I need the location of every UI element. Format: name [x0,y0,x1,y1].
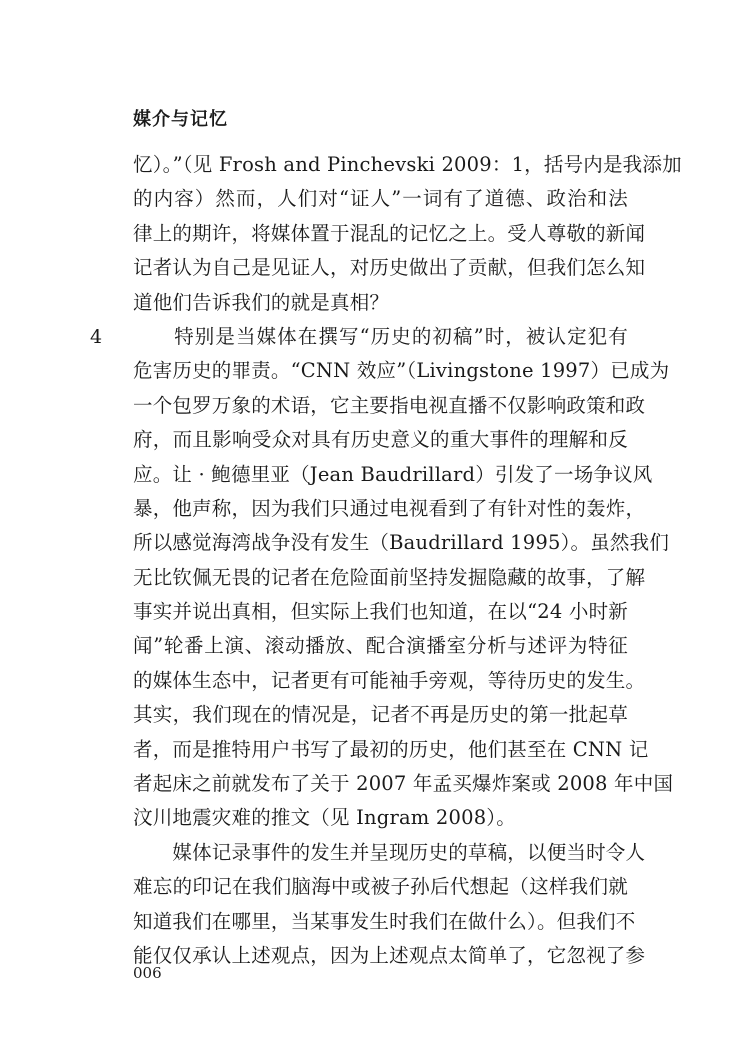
text-line: 忆）。”（见 Frosh and Pinchevski 2009：1，括号内是我添加 [133,153,682,176]
text-line: 暴，他声称，因为我们只通过电视看到了有针对性的轰炸， [133,496,646,520]
text-line: 媒体记录事件的发生并呈现历史的草稿，以便当时令人 [133,840,646,864]
text-line: 难忘的印记在我们脑海中或被子孙后代想起（这样我们就 [133,875,628,899]
text-line: 其实，我们现在的情况是，记者不再是历史的第一批起草 [133,703,628,727]
text-line: 的内容）然而，人们对“证人”一词有了道德、政治和法 [133,187,628,211]
text-line: 府，而且影响受众对具有历史意义的重大事件的理解和反 [133,428,628,452]
text-line: 能仅仅承认上述观点，因为上述观点太简单了，它忽视了参 [133,943,646,967]
text-line: 道他们告诉我们的就是真相？ [133,290,390,314]
running-head: 媒介与记忆 [133,109,228,130]
text-line: 记者认为自己是见证人，对历史做出了贡献，但我们怎么知 [133,256,646,280]
text-line: 知道我们在哪里，当某事发生时我们在做什么）。但我们不 [133,909,636,933]
text-line: 者，而是推特用户书写了最初的历史，他们甚至在 CNN 记 [133,737,649,761]
text-line: 者起床之前就发布了关于 2007 年孟买爆炸案或 2008 年中国 [133,772,674,796]
text-line: 无比钦佩无畏的记者在危险面前坚持发掘隐藏的故事，了解 [133,565,646,589]
text-line: 汶川地震灾难的推文（见 Ingram 2008）。 [133,806,516,830]
text-line: 所以感觉海湾战争没有发生（Baudrillard 1995）。虽然我们 [133,531,670,555]
text-line: 特别是当媒体在撰写“历史的初稿”时，被认定犯有 [133,324,628,348]
margin-note-number: 4 [90,326,103,348]
text-line: 闻”轮番上演、滚动播放、配合演播室分析与述评为特征 [133,634,628,658]
page-number: 006 [133,964,162,982]
text-line: 应。让 · 鲍德里亚（Jean Baudrillard）引发了一场争议风 [133,462,653,486]
text-line: 一个包罗万象的术语，它主要指电视直播不仅影响政策和政 [133,393,646,417]
text-line: 的媒体生态中，记者更有可能袖手旁观，等待历史的发生。 [133,668,646,692]
body-text [133,148,682,973]
text-line: 律上的期许，将媒体置于混乱的记忆之上。受人尊敬的新闻 [133,221,646,245]
text-line: 事实并说出真相，但实际上我们也知道，在以“24 小时新 [133,600,628,624]
text-line: 危害历史的罪责。“CNN 效应”（Livingstone 1997）已成为 [133,359,670,383]
